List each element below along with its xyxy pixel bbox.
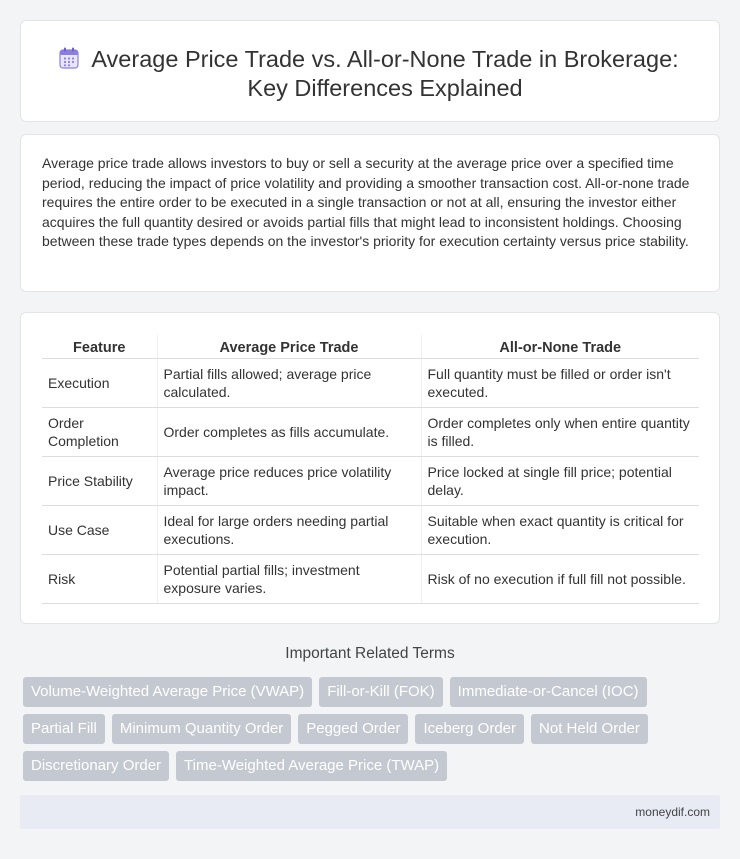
- table-cell: Ideal for large orders needing partial executions.: [157, 505, 421, 554]
- title-card: [20, 20, 720, 122]
- table-cell: Average price reduces price volatility impact.: [157, 456, 421, 505]
- table-cell: Price Stability: [42, 456, 157, 505]
- related-term-tag[interactable]: Pegged Order: [298, 714, 408, 744]
- table-cell: Order Completion: [42, 407, 157, 456]
- related-term-tag[interactable]: Volume-Weighted Average Price (VWAP): [23, 677, 312, 707]
- related-term-tag[interactable]: Not Held Order: [531, 714, 648, 744]
- related-term-tag[interactable]: Minimum Quantity Order: [112, 714, 291, 744]
- column-header: Feature: [42, 335, 157, 358]
- column-header: All-or-None Trade: [421, 335, 699, 358]
- comparison-table-card: [20, 312, 720, 624]
- related-term-tag[interactable]: Discretionary Order: [23, 751, 169, 781]
- table-cell: Use Case: [42, 505, 157, 554]
- table-cell: Risk: [42, 554, 157, 603]
- page-title: Average Price Trade vs. All-or-None Trade in Brokerage: Key Differences Explained: [91, 46, 679, 101]
- related-term-tag[interactable]: Fill-or-Kill (FOK): [319, 677, 442, 707]
- table-cell: Execution: [42, 358, 157, 407]
- comparison-table: [42, 335, 699, 604]
- table-row: [42, 358, 699, 407]
- table-cell: Order completes only when entire quantity is filled.: [421, 407, 699, 456]
- table-cell: Potential partial fills; investment exposure varies.: [157, 554, 421, 603]
- related-term-tag[interactable]: Immediate-or-Cancel (IOC): [450, 677, 647, 707]
- intro-paragraph: Average price trade allows investors to buy or sell a security at the average price over a specified time period, reducing the impact of price volatility and providing a smoother transaction cost. All-or-none trade requires the entire order to be executed in a single transaction or not at all, ensuring the investor either acquires the full quantity desired or avoids partial fills that might lead to inconsistent holdings. Choosing between these trade types depends on the investor's priority for execution certainty versus price stability.: [42, 155, 690, 250]
- table-cell: Partial fills allowed; average price calculated.: [157, 358, 421, 407]
- site-name[interactable]: moneydif.com: [635, 805, 710, 819]
- table-row: [42, 407, 699, 456]
- table-row: [42, 456, 699, 505]
- table-row: [42, 554, 699, 603]
- related-term-tag[interactable]: Partial Fill: [23, 714, 105, 744]
- table-cell: Full quantity must be filled or order isn't executed.: [421, 358, 699, 407]
- column-header: Average Price Trade: [157, 335, 421, 358]
- table-header-row: [42, 335, 699, 358]
- table-cell: Order completes as fills accumulate.: [157, 407, 421, 456]
- related-terms-list: [23, 677, 703, 781]
- intro-card: [20, 134, 720, 292]
- table-row: [42, 505, 699, 554]
- footer: [20, 795, 720, 829]
- table-cell: Risk of no execution if full fill not possible.: [421, 554, 699, 603]
- table-cell: Price locked at single fill price; potential delay.: [421, 456, 699, 505]
- table-cell: Suitable when exact quantity is critical for execution.: [421, 505, 699, 554]
- related-terms-heading: Important Related Terms: [285, 645, 455, 662]
- related-term-tag[interactable]: Iceberg Order: [415, 714, 524, 744]
- related-term-tag[interactable]: Time-Weighted Average Price (TWAP): [176, 751, 447, 781]
